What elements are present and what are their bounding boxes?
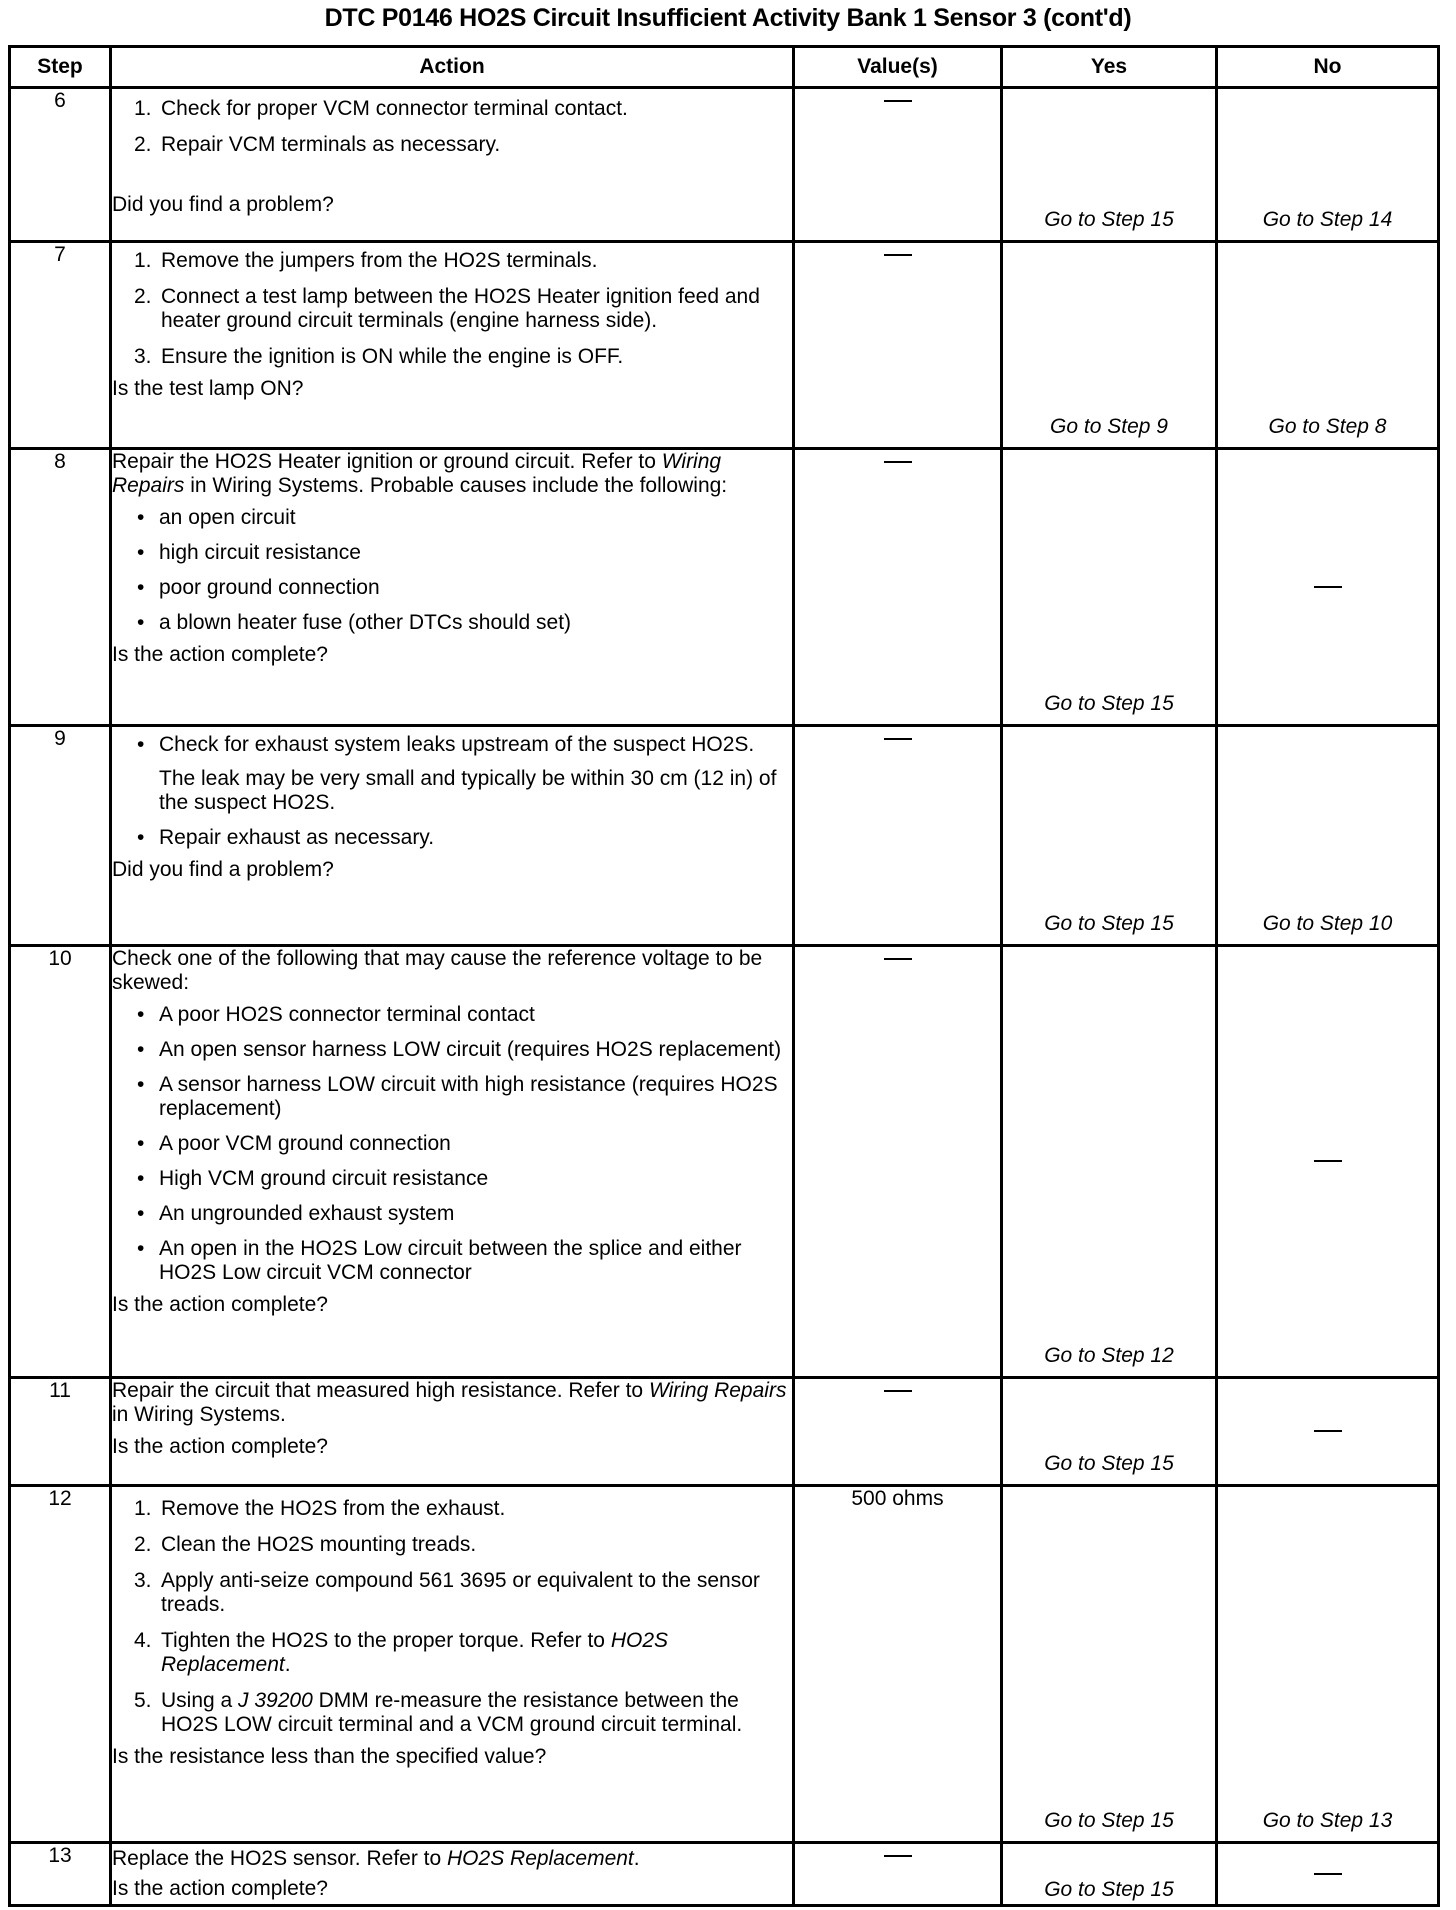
- dash-icon: [884, 1855, 912, 1857]
- yes-cell: [1002, 1843, 1217, 1906]
- action-question: Did you find a problem?: [112, 858, 334, 881]
- table-row-step-12: [10, 1486, 1439, 1843]
- list-item: • Repair exhaust as necessary.: [112, 826, 792, 850]
- value-cell: [794, 1378, 1002, 1486]
- list-item: • A poor VCM ground connection: [112, 1132, 792, 1156]
- list-item: 2. Repair VCM terminals as necessary.: [134, 133, 501, 156]
- action-cell: [111, 726, 794, 946]
- step-number: 12: [10, 1486, 111, 1843]
- no-link[interactable]: Go to Step 10: [1262, 912, 1393, 935]
- action-question: Is the resistance less than the specified value?: [112, 1745, 547, 1768]
- step-number: 6: [10, 88, 111, 242]
- yes-link[interactable]: Go to Step 15: [1044, 1452, 1174, 1475]
- table-row-step-9: [10, 726, 1439, 946]
- yes-link[interactable]: Go to Step 9: [1050, 415, 1168, 438]
- page-title: DTC P0146 HO2S Circuit Insufficient Activity Bank 1 Sensor 3 (cont'd): [324, 4, 1132, 32]
- dash-icon: [1314, 1430, 1342, 1432]
- yes-cell: [1002, 242, 1217, 449]
- list-item: 3. Apply anti-seize compound 561 3695 or equivalent to the sensor treads.: [134, 1569, 760, 1616]
- value-cell: [794, 449, 1002, 726]
- list-item: • a blown heater fuse (other DTCs should set): [112, 611, 792, 635]
- yes-link[interactable]: Go to Step 15: [1044, 692, 1174, 715]
- action-cell: [111, 88, 794, 242]
- action-cell: [111, 242, 794, 449]
- list-item: • An open sensor harness LOW circuit (requires HO2S replacement): [112, 1038, 792, 1062]
- list-item: • A sensor harness LOW circuit with high resistance (requires HO2S replacement): [112, 1073, 792, 1121]
- action-cell: [111, 449, 794, 726]
- list-item: 2. Connect a test lamp between the HO2S Heater ignition feed and heater ground circuit terminals (engine harness side).: [134, 285, 760, 332]
- step-number: 10: [10, 946, 111, 1378]
- table-row-step-13: [10, 1843, 1439, 1906]
- list-item: • An open in the HO2S Low circuit between the splice and either HO2S Low circuit VCM connector: [112, 1237, 792, 1285]
- yes-link[interactable]: Go to Step 15: [1044, 1809, 1174, 1832]
- action-cell: [111, 1486, 794, 1843]
- dash-icon: [1314, 586, 1342, 588]
- no-link[interactable]: Go to Step 13: [1262, 1809, 1393, 1832]
- no-link[interactable]: Go to Step 8: [1268, 415, 1387, 438]
- step-number: 8: [10, 449, 111, 726]
- list-item: • An ungrounded exhaust system: [112, 1202, 792, 1226]
- list-item: 4. Tighten the HO2S to the proper torque. Refer to HO2S Replacement.: [134, 1629, 668, 1676]
- no-cell: [1217, 1486, 1439, 1843]
- no-cell: [1217, 449, 1439, 726]
- list-item: 1. Remove the HO2S from the exhaust.: [134, 1497, 506, 1520]
- list-item: • High VCM ground circuit resistance: [112, 1167, 792, 1191]
- action-cell: [111, 946, 794, 1378]
- dash-icon: [1314, 1873, 1342, 1875]
- action-question: Is the action complete?: [112, 643, 328, 666]
- list-item: 5. Using a J 39200 DMM re-measure the resistance between the HO2S LOW circuit terminal and a VCM ground circuit terminal.: [134, 1689, 743, 1736]
- no-link[interactable]: Go to Step 14: [1262, 208, 1393, 231]
- list-item: 1. Check for proper VCM connector terminal contact.: [134, 97, 628, 120]
- yes-link[interactable]: Go to Step 15: [1044, 912, 1174, 935]
- no-cell: [1217, 946, 1439, 1378]
- step-number: 13: [10, 1843, 111, 1906]
- step-number: 7: [10, 242, 111, 449]
- yes-link[interactable]: Go to Step 15: [1044, 208, 1174, 231]
- no-cell: [1217, 726, 1439, 946]
- no-cell: [1217, 88, 1439, 242]
- tool-reference: J 39200: [238, 1689, 313, 1712]
- action-question: Is the action complete?: [112, 1293, 328, 1316]
- step-number: 9: [10, 726, 111, 946]
- list-item: 2. Clean the HO2S mounting treads.: [134, 1533, 477, 1556]
- value-cell: [794, 88, 1002, 242]
- no-cell: [1217, 242, 1439, 449]
- table-row-step-6: [10, 88, 1439, 242]
- value-cell: [794, 726, 1002, 946]
- diagnostic-table: [8, 45, 1440, 1907]
- yes-cell: [1002, 946, 1217, 1378]
- step-number: 11: [10, 1378, 111, 1486]
- action-question: Is the action complete?: [112, 1877, 328, 1900]
- action-question: Is the action complete?: [112, 1435, 328, 1458]
- header-value: Value(s): [794, 47, 1002, 88]
- yes-cell: [1002, 726, 1217, 946]
- list-item: 1. Remove the jumpers from the HO2S terminals.: [134, 249, 598, 272]
- header-action: Action: [111, 47, 794, 88]
- value-cell: [794, 1843, 1002, 1906]
- action-intro: Repair the HO2S Heater ignition or ground circuit. Refer to Wiring Repairs in Wiring Systems. Probable causes include the following:: [112, 450, 728, 497]
- action-intro: Replace the HO2S sensor. Refer to HO2S Replacement.: [112, 1847, 640, 1870]
- action-question: Did you find a problem?: [112, 193, 334, 216]
- dash-icon: [884, 100, 912, 102]
- list-item: • poor ground connection: [112, 576, 792, 600]
- table-header-row: [10, 47, 1439, 88]
- yes-cell: [1002, 88, 1217, 242]
- yes-link[interactable]: Go to Step 12: [1044, 1344, 1174, 1367]
- list-item: 3. Ensure the ignition is ON while the engine is OFF.: [134, 345, 624, 368]
- value-cell: [794, 242, 1002, 449]
- yes-cell: [1002, 1378, 1217, 1486]
- value-cell: 500 ohms: [794, 1486, 1002, 1843]
- no-cell: [1217, 1843, 1439, 1906]
- reference-link[interactable]: HO2S Replacement: [161, 1629, 668, 1676]
- reference-link[interactable]: Wiring Repairs: [112, 450, 722, 497]
- table-row-step-7: [10, 242, 1439, 449]
- table-row-step-10: [10, 946, 1439, 1378]
- list-item: • A poor HO2S connector terminal contact: [112, 1003, 792, 1027]
- table-row-step-8: [10, 449, 1439, 726]
- table-row-step-11: [10, 1378, 1439, 1486]
- dash-icon: [884, 958, 912, 960]
- dash-icon: [884, 1390, 912, 1392]
- reference-link[interactable]: Wiring Repairs: [648, 1379, 787, 1402]
- yes-cell: [1002, 449, 1217, 726]
- dash-icon: [884, 254, 912, 256]
- list-item-note: The leak may be very small and typically be within 30 cm (12 in) of the suspect HO2S.: [159, 767, 777, 814]
- action-cell: [111, 1378, 794, 1486]
- action-intro: Check one of the following that may cause the reference voltage to be skewed:: [112, 947, 763, 994]
- action-question: Is the test lamp ON?: [112, 377, 304, 400]
- list-item: • an open circuit: [112, 506, 792, 530]
- yes-cell: [1002, 1486, 1217, 1843]
- reference-link[interactable]: HO2S Replacement: [447, 1847, 634, 1870]
- dash-icon: [1314, 1160, 1342, 1162]
- list-item: • high circuit resistance: [112, 541, 792, 565]
- header-no: No: [1217, 47, 1439, 88]
- header-step: Step: [10, 47, 111, 88]
- action-cell: [111, 1843, 794, 1906]
- dash-icon: [884, 738, 912, 740]
- value-cell: [794, 946, 1002, 1378]
- action-intro: Repair the circuit that measured high resistance. Refer to Wiring Repairs in Wiring Systems.: [112, 1379, 787, 1426]
- header-yes: Yes: [1002, 47, 1217, 88]
- dash-icon: [884, 461, 912, 463]
- no-cell: [1217, 1378, 1439, 1486]
- list-item: • Check for exhaust system leaks upstream of the suspect HO2S. The leak may be very small and typically be within 30 cm (12 in) of the suspect HO2S.: [112, 733, 792, 815]
- yes-link[interactable]: Go to Step 15: [1044, 1878, 1174, 1901]
